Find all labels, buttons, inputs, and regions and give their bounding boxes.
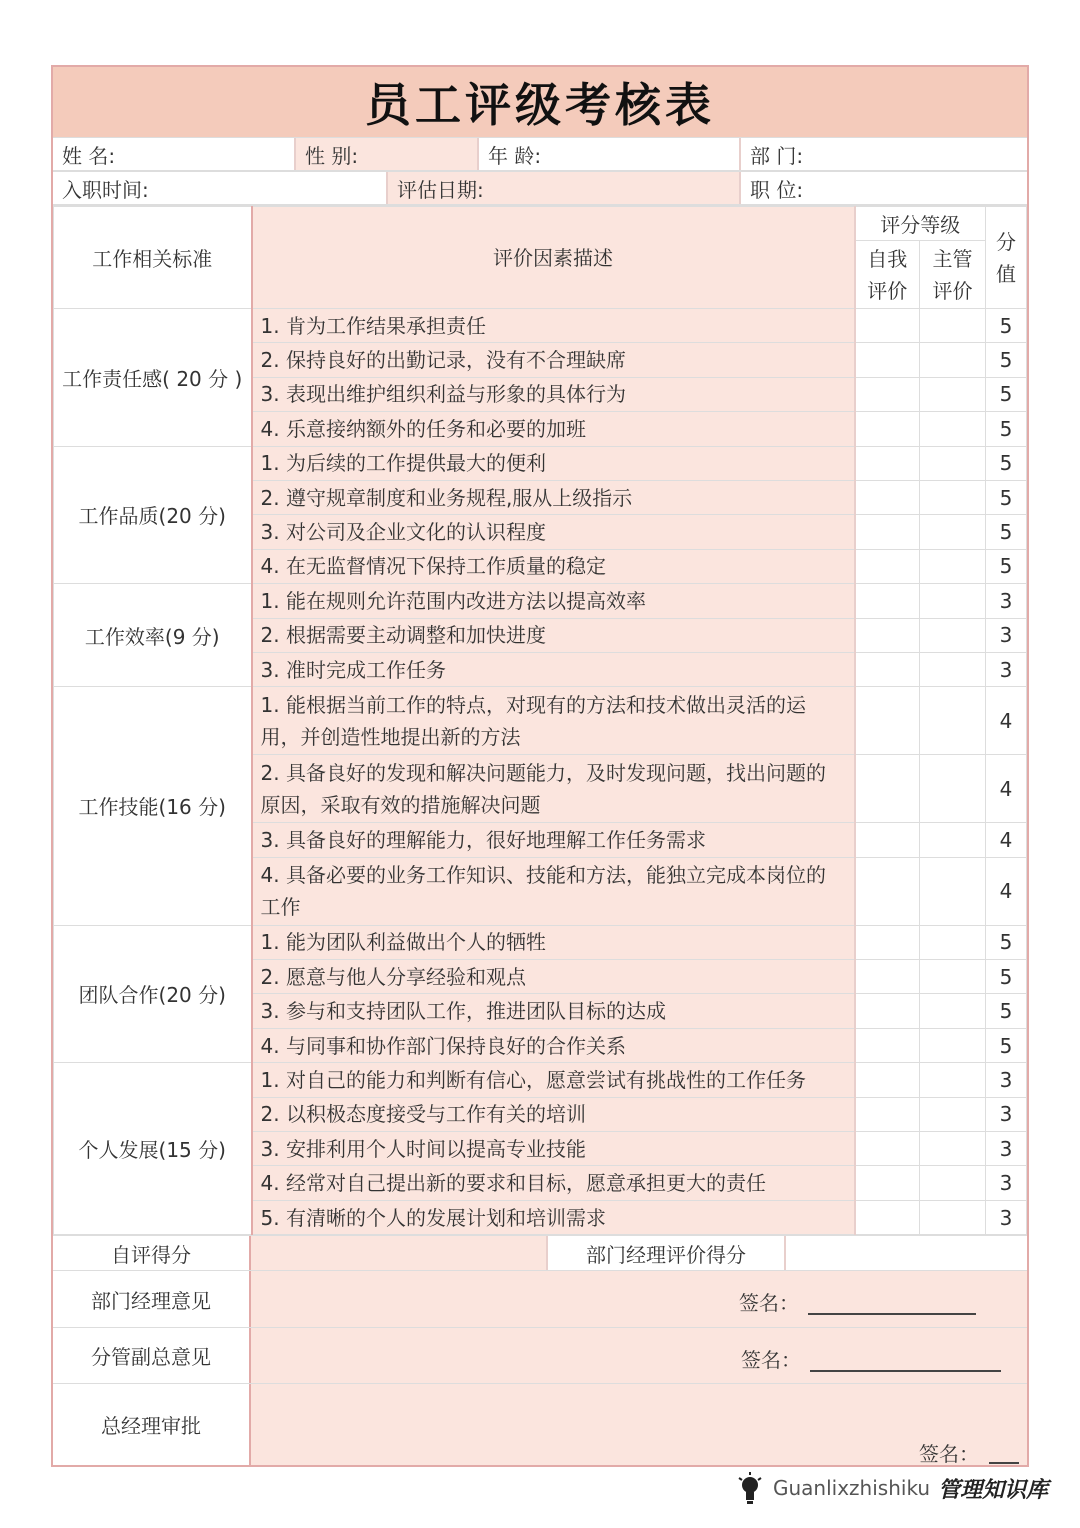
manager-score-field[interactable] — [786, 1236, 1027, 1270]
manager-eval-cell[interactable] — [920, 377, 986, 411]
self-eval-cell[interactable] — [855, 1097, 920, 1131]
self-eval-cell[interactable] — [855, 309, 920, 343]
name-field[interactable]: 姓 名: — [53, 138, 296, 170]
score-value: 4 — [986, 857, 1027, 925]
self-eval-cell[interactable] — [855, 446, 920, 480]
self-eval-cell[interactable] — [855, 549, 920, 583]
manager-eval-cell[interactable] — [920, 584, 986, 618]
factor-description: 1. 能在规则允许范围内改进方法以提高效率 — [252, 584, 855, 618]
score-value: 3 — [986, 618, 1027, 652]
score-value: 4 — [986, 687, 1027, 755]
self-eval-cell[interactable] — [855, 1063, 920, 1097]
signature-line[interactable] — [810, 1370, 1001, 1372]
signature-line[interactable] — [808, 1313, 976, 1315]
self-eval-cell[interactable] — [855, 1028, 920, 1062]
manager-eval-cell[interactable] — [920, 823, 986, 857]
table-row — [54, 446, 1027, 480]
department-field[interactable]: 部 门: — [750, 143, 804, 168]
manager-score-label: 部门经理评价得分 — [548, 1236, 786, 1270]
score-value: 5 — [986, 549, 1027, 583]
manager-eval-cell[interactable] — [920, 480, 986, 514]
factor-description: 4. 在无监督情况下保持工作质量的稳定 — [252, 549, 855, 583]
self-eval-cell[interactable] — [855, 960, 920, 994]
manager-eval-cell[interactable] — [920, 994, 986, 1028]
manager-eval-cell[interactable] — [920, 687, 986, 755]
manager-eval-cell[interactable] — [920, 618, 986, 652]
criteria-label: 工作责任感( 20 分 ) — [54, 309, 252, 447]
factor-description: 2. 根据需要主动调整和加快进度 — [252, 618, 855, 652]
score-value: 5 — [986, 960, 1027, 994]
header-self-eval: 自我评价 — [855, 241, 920, 309]
self-eval-cell[interactable] — [855, 823, 920, 857]
self-eval-cell[interactable] — [855, 994, 920, 1028]
header-grade: 评分等级 — [855, 207, 986, 241]
self-eval-cell[interactable] — [855, 652, 920, 686]
score-value: 3 — [986, 1063, 1027, 1097]
factor-description: 1. 为后续的工作提供最大的便利 — [252, 446, 855, 480]
info-row-2 — [53, 172, 1027, 206]
factor-description: 5. 有清晰的个人的发展计划和培训需求 — [252, 1200, 855, 1234]
manager-eval-cell[interactable] — [920, 446, 986, 480]
header-manager-eval: 主管评价 — [920, 241, 986, 309]
gm-approval-row — [53, 1383, 1027, 1465]
header-criteria: 工作相关标准 — [54, 207, 252, 309]
gm-approval-field[interactable] — [251, 1384, 1027, 1465]
manager-eval-cell[interactable] — [920, 755, 986, 823]
table-row — [54, 584, 1027, 618]
self-score-field[interactable] — [251, 1236, 548, 1270]
self-eval-cell[interactable] — [855, 925, 920, 959]
manager-eval-cell[interactable] — [920, 1132, 986, 1166]
self-eval-cell[interactable] — [855, 687, 920, 755]
gm-approval-label: 总经理审批 — [53, 1384, 251, 1465]
sign-label: 签名： — [741, 1348, 801, 1373]
self-eval-cell[interactable] — [855, 755, 920, 823]
self-eval-cell[interactable] — [855, 1166, 920, 1200]
self-eval-cell[interactable] — [855, 584, 920, 618]
score-value: 5 — [986, 377, 1027, 411]
factor-description: 4. 具备必要的业务工作知识、技能和方法，能独立完成本岗位的工作 — [252, 857, 855, 925]
manager-eval-cell[interactable] — [920, 343, 986, 377]
score-value: 5 — [986, 1028, 1027, 1062]
factor-description: 1. 能为团队利益做出个人的牺牲 — [252, 925, 855, 959]
factor-description: 2. 保持良好的出勤记录，没有不合理缺席 — [252, 343, 855, 377]
score-value: 4 — [986, 755, 1027, 823]
manager-eval-cell[interactable] — [920, 309, 986, 343]
manager-eval-cell[interactable] — [920, 652, 986, 686]
factor-description: 2. 愿意与他人分享经验和观点 — [252, 960, 855, 994]
gender-field[interactable]: 性 别: — [296, 138, 479, 170]
manager-eval-cell[interactable] — [920, 1166, 986, 1200]
manager-eval-cell[interactable] — [920, 1097, 986, 1131]
signature-line[interactable] — [989, 1462, 1019, 1464]
factor-description: 2. 以积极态度接受与工作有关的培训 — [252, 1097, 855, 1131]
position-field[interactable]: 职 位: — [750, 177, 804, 202]
criteria-label: 工作效率(9 分) — [54, 584, 252, 687]
dept-opinion-row — [53, 1270, 1027, 1327]
score-value: 3 — [986, 1097, 1027, 1131]
score-value: 3 — [986, 652, 1027, 686]
manager-eval-cell[interactable] — [920, 1063, 986, 1097]
criteria-label: 团队合作(20 分) — [54, 925, 252, 1063]
hire-date-field[interactable]: 入职时间: — [53, 172, 388, 204]
vp-opinion-field[interactable] — [251, 1328, 1027, 1383]
score-value: 5 — [986, 480, 1027, 514]
score-value: 5 — [986, 412, 1027, 446]
manager-eval-cell[interactable] — [920, 549, 986, 583]
score-summary-row — [53, 1235, 1027, 1270]
self-eval-cell[interactable] — [855, 1132, 920, 1166]
manager-eval-cell[interactable] — [920, 857, 986, 925]
score-value: 5 — [986, 925, 1027, 959]
self-eval-cell[interactable] — [855, 343, 920, 377]
sign-label: 签名： — [919, 1442, 979, 1467]
sign-label: 签名： — [739, 1291, 799, 1316]
self-eval-cell[interactable] — [855, 618, 920, 652]
self-eval-cell[interactable] — [855, 480, 920, 514]
criteria-table — [53, 206, 1027, 1235]
dept-opinion-field[interactable] — [251, 1271, 1027, 1327]
eval-date-field[interactable]: 评估日期: — [388, 172, 741, 204]
vp-opinion-row — [53, 1327, 1027, 1383]
score-value: 4 — [986, 823, 1027, 857]
self-eval-cell[interactable] — [855, 412, 920, 446]
criteria-label: 工作技能(16 分) — [54, 687, 252, 925]
table-row — [54, 925, 1027, 959]
factor-description: 3. 具备良好的理解能力，很好地理解工作任务需求 — [252, 823, 855, 857]
factor-description: 3. 安排利用个人时间以提高专业技能 — [252, 1132, 855, 1166]
factor-description: 3. 准时完成工作任务 — [252, 652, 855, 686]
info-row-1 — [53, 138, 1027, 172]
dept-opinion-label: 部门经理意见 — [53, 1271, 251, 1327]
brand-footer — [735, 1470, 1048, 1506]
header-score: 分值 — [986, 207, 1027, 309]
age-field[interactable]: 年 龄: — [479, 138, 741, 170]
manager-eval-cell[interactable] — [920, 1028, 986, 1062]
lightbulb-icon — [735, 1470, 765, 1506]
factor-description: 1. 肯为工作结果承担责任 — [252, 309, 855, 343]
score-value: 5 — [986, 343, 1027, 377]
self-eval-cell[interactable] — [855, 515, 920, 549]
brand-chinese: 管理知识库 — [938, 1476, 1049, 1503]
criteria-label: 个人发展(15 分) — [54, 1063, 252, 1235]
factor-description: 1. 对自己的能力和判断有信心，愿意尝试有挑战性的工作任务 — [252, 1063, 855, 1097]
self-score-label: 自评得分 — [53, 1236, 251, 1270]
manager-eval-cell[interactable] — [920, 925, 986, 959]
brand-latin: Guanlixzhishiku — [773, 1476, 931, 1500]
score-value: 5 — [986, 994, 1027, 1028]
header-description: 评价因素描述 — [252, 207, 855, 309]
score-value: 5 — [986, 515, 1027, 549]
factor-description: 3. 对公司及企业文化的认识程度 — [252, 515, 855, 549]
manager-eval-cell[interactable] — [920, 412, 986, 446]
factor-description: 2. 遵守规章制度和业务规程,服从上级指示 — [252, 480, 855, 514]
table-row — [54, 309, 1027, 343]
score-value: 3 — [986, 1166, 1027, 1200]
vp-opinion-label: 分管副总意见 — [53, 1328, 251, 1383]
manager-eval-cell[interactable] — [920, 960, 986, 994]
score-value: 5 — [986, 446, 1027, 480]
table-row — [54, 1063, 1027, 1097]
factor-description: 3. 参与和支持团队工作，推进团队目标的达成 — [252, 994, 855, 1028]
manager-eval-cell[interactable] — [920, 515, 986, 549]
table-row — [54, 687, 1027, 755]
score-value: 3 — [986, 1132, 1027, 1166]
self-eval-cell[interactable] — [855, 857, 920, 925]
form-title: 员工评级考核表 — [53, 67, 1027, 138]
appraisal-form — [51, 65, 1029, 1467]
score-value: 3 — [986, 584, 1027, 618]
factor-description: 4. 与同事和协作部门保持良好的合作关系 — [252, 1028, 855, 1062]
factor-description: 3. 表现出维护组织利益与形象的具体行为 — [252, 377, 855, 411]
criteria-label: 工作品质(20 分) — [54, 446, 252, 584]
factor-description: 1. 能根据当前工作的特点，对现有的方法和技术做出灵活的运用，并创造性地提出新的方法 — [252, 687, 855, 755]
score-value: 3 — [986, 1200, 1027, 1234]
factor-description: 4. 经常对自己提出新的要求和目标，愿意承担更大的责任 — [252, 1166, 855, 1200]
factor-description: 4. 乐意接纳额外的任务和必要的加班 — [252, 412, 855, 446]
self-eval-cell[interactable] — [855, 1200, 920, 1234]
manager-eval-cell[interactable] — [920, 1200, 986, 1234]
factor-description: 2. 具备良好的发现和解决问题能力，及时发现问题，找出问题的原因，采取有效的措施解决问题 — [252, 755, 855, 823]
self-eval-cell[interactable] — [855, 377, 920, 411]
score-value: 5 — [986, 309, 1027, 343]
